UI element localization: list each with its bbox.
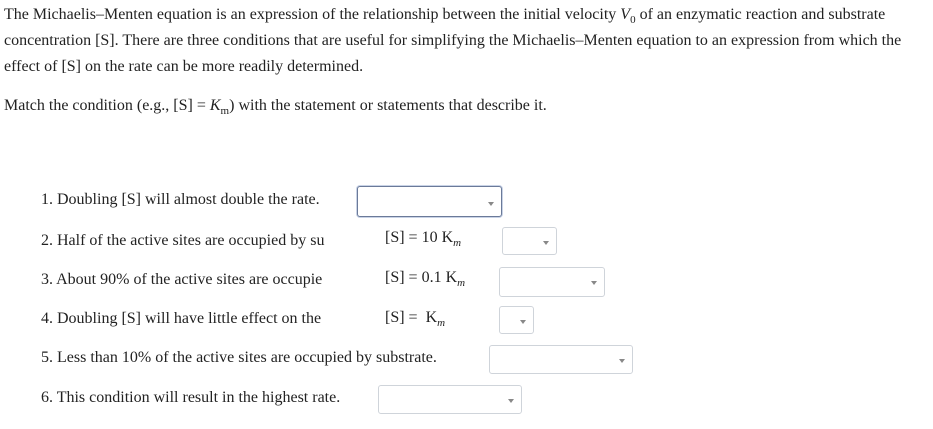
instruction — [4, 93, 547, 119]
option-label: [S] = K — [385, 309, 438, 326]
statement-text: 6. This condition will result in the highest rate. — [41, 389, 341, 407]
option-subscript: m — [457, 277, 466, 290]
km-symbol: K — [209, 97, 221, 114]
chevron-down-icon — [520, 320, 526, 324]
statement-1 — [41, 189, 320, 211]
match-select-3[interactable] — [499, 267, 605, 297]
chevron-down-icon — [591, 281, 597, 285]
intro-text: The Michaelis–Menten equation is an expression of the relationship between the initial velocity — [4, 6, 621, 23]
instruction-text-continued: ) with the statement or statements that describe it. — [229, 97, 547, 114]
instruction-text: Match the condition (e.g., [S] = — [4, 97, 210, 114]
statement-2 — [41, 230, 324, 252]
v-subscript: 0 — [630, 14, 636, 27]
chevron-down-icon — [488, 202, 494, 206]
option-0-1-km[interactable] — [357, 258, 499, 298]
match-select-2[interactable] — [502, 227, 557, 255]
chevron-down-icon — [508, 399, 514, 403]
match-select-6[interactable] — [378, 385, 522, 414]
statement-4 — [41, 308, 321, 330]
intro-text-continued: of an enzymatic reaction and substrate concentration [S]. There are three conditions that are useful for simplifying the Michaelis–Menten equation to an expression from which the effect of [S] on the rate can be more readily determined. — [4, 6, 902, 75]
option-label: [S] = 0.1 K — [385, 269, 458, 286]
match-select-5[interactable] — [489, 345, 633, 374]
select-1-options-list — [357, 218, 499, 338]
option-label: [S] = 10 K — [385, 229, 454, 246]
question-intro — [4, 2, 929, 80]
statement-3 — [41, 269, 322, 291]
statement-text: 4. Doubling [S] will have little effect on the — [41, 310, 322, 328]
km-subscript: m — [220, 105, 230, 118]
option-subscript: m — [437, 317, 446, 330]
match-select-1[interactable] — [357, 186, 502, 217]
statement-text: 1. Doubling [S] will almost double the rate. — [41, 191, 320, 209]
option-km[interactable] — [357, 298, 499, 338]
statement-text: 2. Half of the active sites are occupied by su — [41, 232, 325, 250]
option-subscript: m — [453, 237, 462, 250]
match-select-4[interactable] — [499, 306, 534, 334]
statement-text: 5. Less than 10% of the active sites are occupied by substrate. — [41, 349, 437, 367]
statement-5 — [41, 347, 437, 369]
chevron-down-icon — [543, 241, 549, 245]
statement-text: 3. About 90% of the active sites are occupie — [41, 271, 323, 289]
statement-6 — [41, 387, 340, 409]
option-10-km[interactable] — [357, 218, 499, 258]
v-symbol: V — [620, 6, 631, 23]
chevron-down-icon — [619, 359, 625, 363]
